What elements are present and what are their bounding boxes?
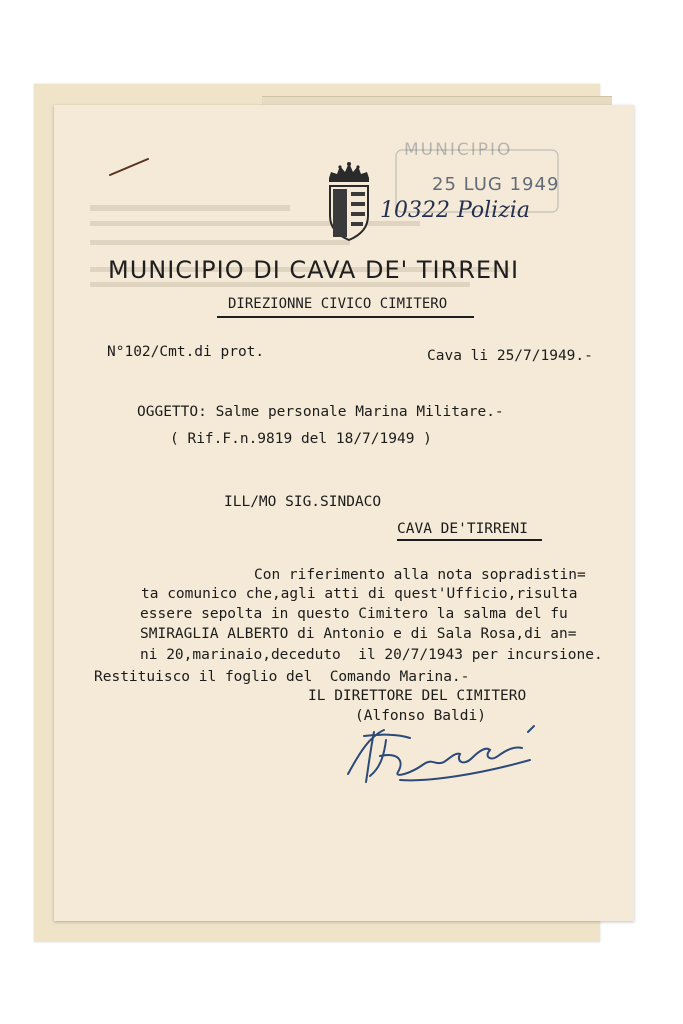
pencil-mark: [108, 155, 152, 177]
body-line: ta comunico che,agli atti di quest'Ufficio,risulta: [141, 586, 578, 602]
body-line: Con riferimento alla nota sopradistin=: [254, 567, 586, 583]
letterhead-title: MUNICIPIO DI CAVA DE' TIRRENI: [108, 256, 520, 284]
received-stamp: MUNICIPIO 25 LUG 1949: [392, 140, 562, 220]
department-underline: [217, 316, 474, 318]
recipient-underline: [397, 539, 542, 541]
department-name: DIREZIONNE CIVICO CIMITERO: [228, 296, 448, 312]
stamp-date: 25 LUG 1949: [432, 174, 560, 195]
recipient-title: ILL/MO SIG.SINDACO: [224, 494, 382, 510]
signatory-title: IL DIRETTORE DEL CIMITERO: [308, 688, 527, 704]
place-date: Cava li 25/7/1949.-: [427, 348, 593, 364]
subject-reference: ( Rif.F.n.9819 del 18/7/1949 ): [170, 431, 432, 447]
signatory-name: (Alfonso Baldi): [355, 708, 486, 724]
subject-line: OGGETTO: Salme personale Marina Militare.-: [137, 404, 504, 420]
recipient-place: CAVA DE'TIRRENI: [397, 521, 528, 537]
handwritten-protocol-number: 10322 Polizia: [380, 198, 530, 223]
body-line: ni 20,marinaio,deceduto il 20/7/1943 per incursione.: [140, 647, 603, 663]
closing-line: Restituisco il foglio del Comando Marina.-: [94, 669, 470, 685]
body-line: essere sepolta in questo Cimitero la salma del fu: [140, 606, 568, 622]
coat-of-arms-icon: [325, 158, 373, 242]
body-line: SMIRAGLIA ALBERTO di Antonio e di Sala Rosa,di an=: [140, 626, 577, 642]
protocol-number: N°102/Cmt.di prot.: [107, 344, 265, 360]
handwritten-signature: [340, 722, 540, 790]
